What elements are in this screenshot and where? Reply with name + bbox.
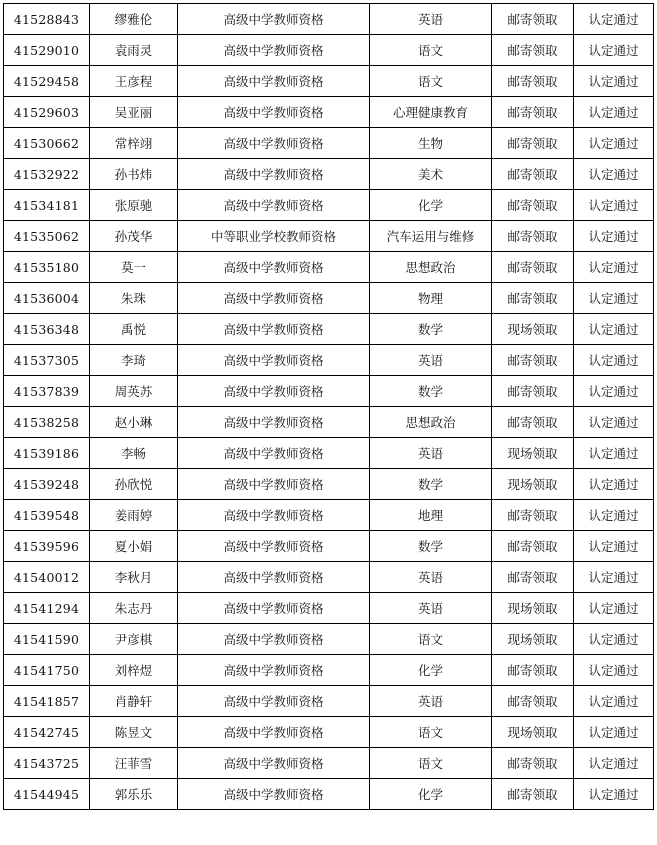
subject-cell: 英语 bbox=[370, 593, 492, 624]
table-row bbox=[4, 159, 654, 190]
table-row bbox=[4, 190, 654, 221]
applicant-id-cell: 41541750 bbox=[4, 655, 90, 686]
status-cell: 认定通过 bbox=[574, 469, 654, 500]
name-cell: 孙茂华 bbox=[90, 221, 178, 252]
name-cell: 常梓翊 bbox=[90, 128, 178, 159]
status-cell: 认定通过 bbox=[574, 35, 654, 66]
table-row bbox=[4, 97, 654, 128]
qualification-cell: 高级中学教师资格 bbox=[178, 438, 370, 469]
collection-method-cell: 邮寄领取 bbox=[492, 190, 574, 221]
subject-cell: 生物 bbox=[370, 128, 492, 159]
qualification-cell: 高级中学教师资格 bbox=[178, 252, 370, 283]
collection-method-cell: 邮寄领取 bbox=[492, 35, 574, 66]
name-cell: 李畅 bbox=[90, 438, 178, 469]
name-cell: 吴亚丽 bbox=[90, 97, 178, 128]
qualification-cell: 高级中学教师资格 bbox=[178, 593, 370, 624]
subject-cell: 英语 bbox=[370, 438, 492, 469]
name-cell: 赵小琳 bbox=[90, 407, 178, 438]
collection-method-cell: 邮寄领取 bbox=[492, 531, 574, 562]
status-cell: 认定通过 bbox=[574, 314, 654, 345]
applicant-id-cell: 41541857 bbox=[4, 686, 90, 717]
subject-cell: 英语 bbox=[370, 4, 492, 35]
applicant-id-cell: 41539548 bbox=[4, 500, 90, 531]
table-row bbox=[4, 128, 654, 159]
table-row bbox=[4, 562, 654, 593]
name-cell: 莫一 bbox=[90, 252, 178, 283]
qualification-cell: 高级中学教师资格 bbox=[178, 314, 370, 345]
table-row bbox=[4, 469, 654, 500]
name-cell: 肖静轩 bbox=[90, 686, 178, 717]
status-cell: 认定通过 bbox=[574, 748, 654, 779]
subject-cell: 化学 bbox=[370, 655, 492, 686]
collection-method-cell: 现场领取 bbox=[492, 717, 574, 748]
name-cell: 孙欣悦 bbox=[90, 469, 178, 500]
name-cell: 禹悦 bbox=[90, 314, 178, 345]
collection-method-cell: 邮寄领取 bbox=[492, 562, 574, 593]
collection-method-cell: 邮寄领取 bbox=[492, 686, 574, 717]
applicant-id-cell: 41541294 bbox=[4, 593, 90, 624]
collection-method-cell: 邮寄领取 bbox=[492, 283, 574, 314]
status-cell: 认定通过 bbox=[574, 624, 654, 655]
table-row bbox=[4, 748, 654, 779]
collection-method-cell: 邮寄领取 bbox=[492, 4, 574, 35]
table-row bbox=[4, 252, 654, 283]
qualification-cell: 高级中学教师资格 bbox=[178, 376, 370, 407]
status-cell: 认定通过 bbox=[574, 717, 654, 748]
name-cell: 孙书炜 bbox=[90, 159, 178, 190]
applicant-id-cell: 41541590 bbox=[4, 624, 90, 655]
subject-cell: 物理 bbox=[370, 283, 492, 314]
status-cell: 认定通过 bbox=[574, 221, 654, 252]
applicant-id-cell: 41536004 bbox=[4, 283, 90, 314]
name-cell: 袁雨灵 bbox=[90, 35, 178, 66]
applicant-id-cell: 41543725 bbox=[4, 748, 90, 779]
table-row bbox=[4, 686, 654, 717]
collection-method-cell: 现场领取 bbox=[492, 469, 574, 500]
status-cell: 认定通过 bbox=[574, 655, 654, 686]
subject-cell: 心理健康教育 bbox=[370, 97, 492, 128]
table-row bbox=[4, 4, 654, 35]
applicant-id-cell: 41536348 bbox=[4, 314, 90, 345]
collection-method-cell: 邮寄领取 bbox=[492, 407, 574, 438]
table-row bbox=[4, 500, 654, 531]
name-cell: 李琦 bbox=[90, 345, 178, 376]
subject-cell: 语文 bbox=[370, 35, 492, 66]
qualification-cell: 高级中学教师资格 bbox=[178, 469, 370, 500]
collection-method-cell: 邮寄领取 bbox=[492, 500, 574, 531]
status-cell: 认定通过 bbox=[574, 159, 654, 190]
applicant-id-cell: 41540012 bbox=[4, 562, 90, 593]
applicant-id-cell: 41539248 bbox=[4, 469, 90, 500]
applicant-id-cell: 41529010 bbox=[4, 35, 90, 66]
qualification-cell: 高级中学教师资格 bbox=[178, 128, 370, 159]
subject-cell: 数学 bbox=[370, 314, 492, 345]
collection-method-cell: 邮寄领取 bbox=[492, 128, 574, 159]
qualification-cell: 高级中学教师资格 bbox=[178, 97, 370, 128]
collection-method-cell: 邮寄领取 bbox=[492, 252, 574, 283]
applicant-id-cell: 41529603 bbox=[4, 97, 90, 128]
table-row bbox=[4, 655, 654, 686]
status-cell: 认定通过 bbox=[574, 686, 654, 717]
name-cell: 李秋月 bbox=[90, 562, 178, 593]
status-cell: 认定通过 bbox=[574, 190, 654, 221]
status-cell: 认定通过 bbox=[574, 283, 654, 314]
table-body bbox=[4, 4, 654, 810]
status-cell: 认定通过 bbox=[574, 376, 654, 407]
collection-method-cell: 邮寄领取 bbox=[492, 345, 574, 376]
collection-method-cell: 邮寄领取 bbox=[492, 66, 574, 97]
certification-table bbox=[3, 3, 654, 810]
table-row bbox=[4, 66, 654, 97]
subject-cell: 美术 bbox=[370, 159, 492, 190]
name-cell: 刘梓煜 bbox=[90, 655, 178, 686]
qualification-cell: 高级中学教师资格 bbox=[178, 655, 370, 686]
qualification-cell: 高级中学教师资格 bbox=[178, 345, 370, 376]
table-row bbox=[4, 314, 654, 345]
qualification-cell: 高级中学教师资格 bbox=[178, 531, 370, 562]
name-cell: 郭乐乐 bbox=[90, 779, 178, 810]
subject-cell: 数学 bbox=[370, 376, 492, 407]
collection-method-cell: 邮寄领取 bbox=[492, 376, 574, 407]
table-row bbox=[4, 438, 654, 469]
subject-cell: 语文 bbox=[370, 66, 492, 97]
status-cell: 认定通过 bbox=[574, 500, 654, 531]
collection-method-cell: 现场领取 bbox=[492, 438, 574, 469]
table-row bbox=[4, 779, 654, 810]
name-cell: 缪雅伦 bbox=[90, 4, 178, 35]
subject-cell: 英语 bbox=[370, 686, 492, 717]
qualification-cell: 高级中学教师资格 bbox=[178, 624, 370, 655]
applicant-id-cell: 41534181 bbox=[4, 190, 90, 221]
qualification-cell: 高级中学教师资格 bbox=[178, 748, 370, 779]
collection-method-cell: 邮寄领取 bbox=[492, 221, 574, 252]
status-cell: 认定通过 bbox=[574, 531, 654, 562]
status-cell: 认定通过 bbox=[574, 407, 654, 438]
applicant-id-cell: 41535062 bbox=[4, 221, 90, 252]
qualification-cell: 高级中学教师资格 bbox=[178, 4, 370, 35]
name-cell: 陈昱文 bbox=[90, 717, 178, 748]
subject-cell: 数学 bbox=[370, 531, 492, 562]
collection-method-cell: 邮寄领取 bbox=[492, 159, 574, 190]
table-row bbox=[4, 283, 654, 314]
name-cell: 王彦程 bbox=[90, 66, 178, 97]
name-cell: 周英苏 bbox=[90, 376, 178, 407]
status-cell: 认定通过 bbox=[574, 593, 654, 624]
subject-cell: 语文 bbox=[370, 717, 492, 748]
applicant-id-cell: 41539596 bbox=[4, 531, 90, 562]
collection-method-cell: 邮寄领取 bbox=[492, 748, 574, 779]
status-cell: 认定通过 bbox=[574, 128, 654, 159]
qualification-cell: 中等职业学校教师资格 bbox=[178, 221, 370, 252]
name-cell: 汪菲雪 bbox=[90, 748, 178, 779]
table-row bbox=[4, 407, 654, 438]
name-cell: 朱珠 bbox=[90, 283, 178, 314]
subject-cell: 语文 bbox=[370, 748, 492, 779]
collection-method-cell: 邮寄领取 bbox=[492, 655, 574, 686]
subject-cell: 思想政治 bbox=[370, 407, 492, 438]
qualification-cell: 高级中学教师资格 bbox=[178, 35, 370, 66]
name-cell: 张原驰 bbox=[90, 190, 178, 221]
applicant-id-cell: 41530662 bbox=[4, 128, 90, 159]
qualification-cell: 高级中学教师资格 bbox=[178, 717, 370, 748]
applicant-id-cell: 41529458 bbox=[4, 66, 90, 97]
applicant-id-cell: 41528843 bbox=[4, 4, 90, 35]
table-row bbox=[4, 345, 654, 376]
applicant-id-cell: 41542745 bbox=[4, 717, 90, 748]
applicant-id-cell: 41532922 bbox=[4, 159, 90, 190]
applicant-id-cell: 41539186 bbox=[4, 438, 90, 469]
subject-cell: 思想政治 bbox=[370, 252, 492, 283]
status-cell: 认定通过 bbox=[574, 779, 654, 810]
subject-cell: 数学 bbox=[370, 469, 492, 500]
table-row bbox=[4, 376, 654, 407]
collection-method-cell: 邮寄领取 bbox=[492, 97, 574, 128]
collection-method-cell: 现场领取 bbox=[492, 593, 574, 624]
qualification-cell: 高级中学教师资格 bbox=[178, 779, 370, 810]
subject-cell: 英语 bbox=[370, 345, 492, 376]
status-cell: 认定通过 bbox=[574, 66, 654, 97]
status-cell: 认定通过 bbox=[574, 4, 654, 35]
qualification-cell: 高级中学教师资格 bbox=[178, 562, 370, 593]
applicant-id-cell: 41544945 bbox=[4, 779, 90, 810]
table-row bbox=[4, 531, 654, 562]
qualification-cell: 高级中学教师资格 bbox=[178, 159, 370, 190]
applicant-id-cell: 41535180 bbox=[4, 252, 90, 283]
subject-cell: 汽车运用与维修 bbox=[370, 221, 492, 252]
subject-cell: 语文 bbox=[370, 624, 492, 655]
status-cell: 认定通过 bbox=[574, 252, 654, 283]
collection-method-cell: 邮寄领取 bbox=[492, 779, 574, 810]
table-row bbox=[4, 35, 654, 66]
name-cell: 夏小娟 bbox=[90, 531, 178, 562]
collection-method-cell: 现场领取 bbox=[492, 624, 574, 655]
table-row bbox=[4, 717, 654, 748]
table-row bbox=[4, 624, 654, 655]
subject-cell: 地理 bbox=[370, 500, 492, 531]
qualification-cell: 高级中学教师资格 bbox=[178, 190, 370, 221]
qualification-cell: 高级中学教师资格 bbox=[178, 500, 370, 531]
status-cell: 认定通过 bbox=[574, 562, 654, 593]
table-row bbox=[4, 593, 654, 624]
qualification-cell: 高级中学教师资格 bbox=[178, 686, 370, 717]
subject-cell: 化学 bbox=[370, 190, 492, 221]
qualification-cell: 高级中学教师资格 bbox=[178, 407, 370, 438]
applicant-id-cell: 41537839 bbox=[4, 376, 90, 407]
name-cell: 尹彦棋 bbox=[90, 624, 178, 655]
status-cell: 认定通过 bbox=[574, 345, 654, 376]
name-cell: 朱志丹 bbox=[90, 593, 178, 624]
status-cell: 认定通过 bbox=[574, 97, 654, 128]
subject-cell: 化学 bbox=[370, 779, 492, 810]
name-cell: 姜雨婷 bbox=[90, 500, 178, 531]
applicant-id-cell: 41538258 bbox=[4, 407, 90, 438]
applicant-id-cell: 41537305 bbox=[4, 345, 90, 376]
qualification-cell: 高级中学教师资格 bbox=[178, 283, 370, 314]
collection-method-cell: 现场领取 bbox=[492, 314, 574, 345]
table-row bbox=[4, 221, 654, 252]
status-cell: 认定通过 bbox=[574, 438, 654, 469]
qualification-cell: 高级中学教师资格 bbox=[178, 66, 370, 97]
subject-cell: 英语 bbox=[370, 562, 492, 593]
